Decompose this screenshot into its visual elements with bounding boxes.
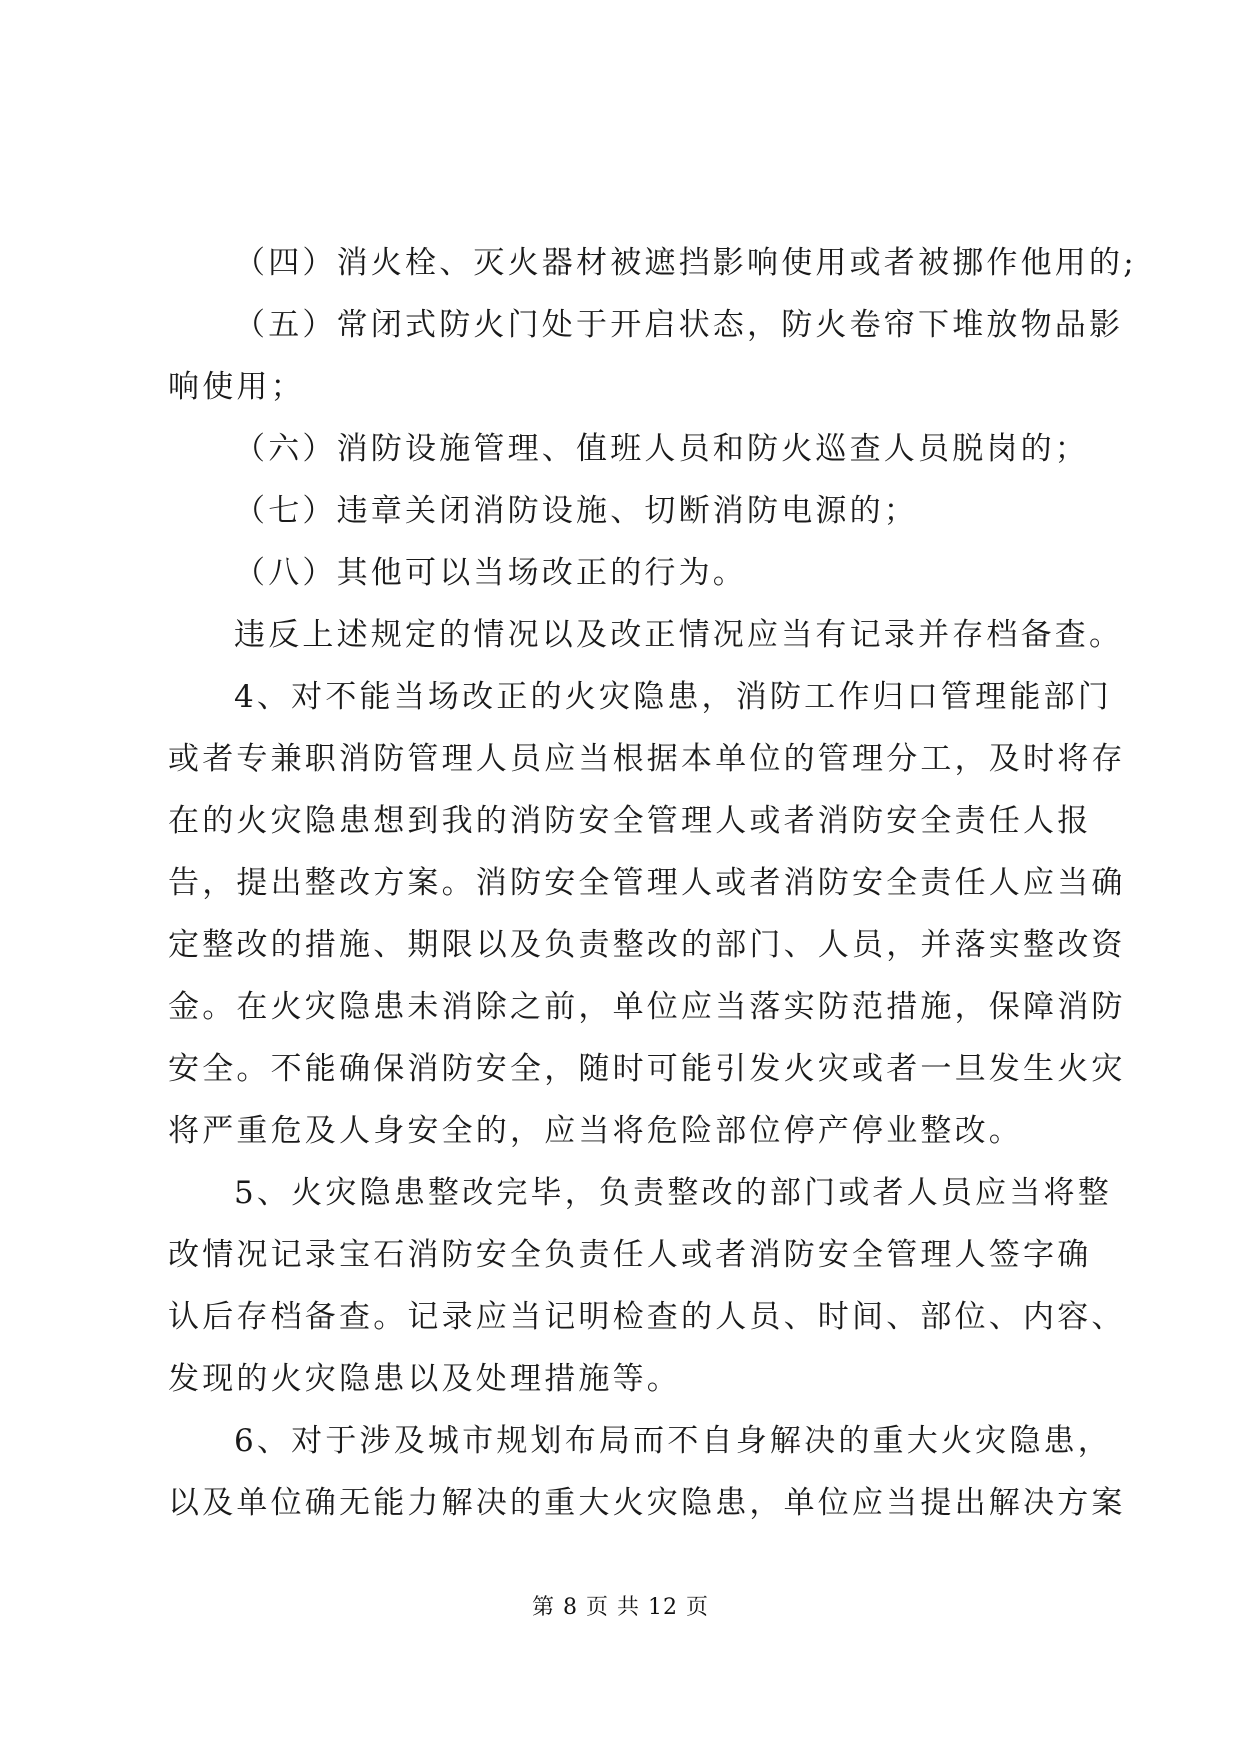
section-4-line-8: 将严重危及人身安全的，应当将危险部位停产停业整改。 [168,1113,1023,1149]
section-4-line-6: 金。在火灾隐患未消除之前，单位应当落实防范措施，保障消防 [168,989,1126,1025]
item-five-line-1: （五）常闭式防火门处于开启状态，防火卷帘下堆放物品影 [234,307,1124,343]
item-eight-line: （八）其他可以当场改正的行为。 [234,555,747,591]
section-4-line-1: 4、对不能当场改正的火灾隐患，消防工作归口管理能部门 [234,679,1112,715]
item-six-line: （六）消防设施管理、值班人员和防火巡查人员脱岗的； [234,431,1089,467]
item-four-line: （四）消火栓、灭火器材被遮挡影响使用或者被挪作他用的; [234,245,1137,281]
section-4-line-4: 告，提出整改方案。消防安全管理人或者消防安全责任人应当确 [168,865,1126,901]
section-6-line-1: 6、对于涉及城市规划布局而不自身解决的重大火灾隐患， [234,1423,1112,1459]
record-requirement-line: 违反上述规定的情况以及改正情况应当有记录并存档备查。 [234,617,1124,653]
section-5-line-4: 发现的火灾隐患以及处理措施等。 [168,1361,681,1397]
section-6-line-2: 以及单位确无能力解决的重大火灾隐患，单位应当提出解决方案 [168,1485,1126,1521]
section-5-line-2: 改情况记录宝石消防安全负责任人或者消防安全管理人签字确 [168,1237,1092,1273]
section-5-line-3: 认后存档备查。记录应当记明检查的人员、时间、部位、内容、 [168,1299,1126,1335]
section-4-line-2: 或者专兼职消防管理人员应当根据本单位的管理分工，及时将存 [168,741,1126,777]
page-footer: 第 8 页 共 12 页 [532,1595,709,1620]
document-body [168,232,1137,1534]
item-seven-line: （七）违章关闭消防设施、切断消防电源的； [234,493,918,529]
item-five-line-2: 响使用； [168,369,305,405]
section-5-line-1: 5、火灾隐患整改完毕，负责整改的部门或者人员应当将整 [234,1175,1112,1211]
section-4-line-5: 定整改的措施、期限以及负责整改的部门、人员，并落实整改资 [168,927,1126,963]
section-4-line-3: 在的火灾隐患想到我的消防安全管理人或者消防安全责任人报 [168,803,1092,839]
section-4-line-7: 安全。不能确保消防安全，随时可能引发火灾或者一旦发生火灾 [168,1051,1126,1087]
